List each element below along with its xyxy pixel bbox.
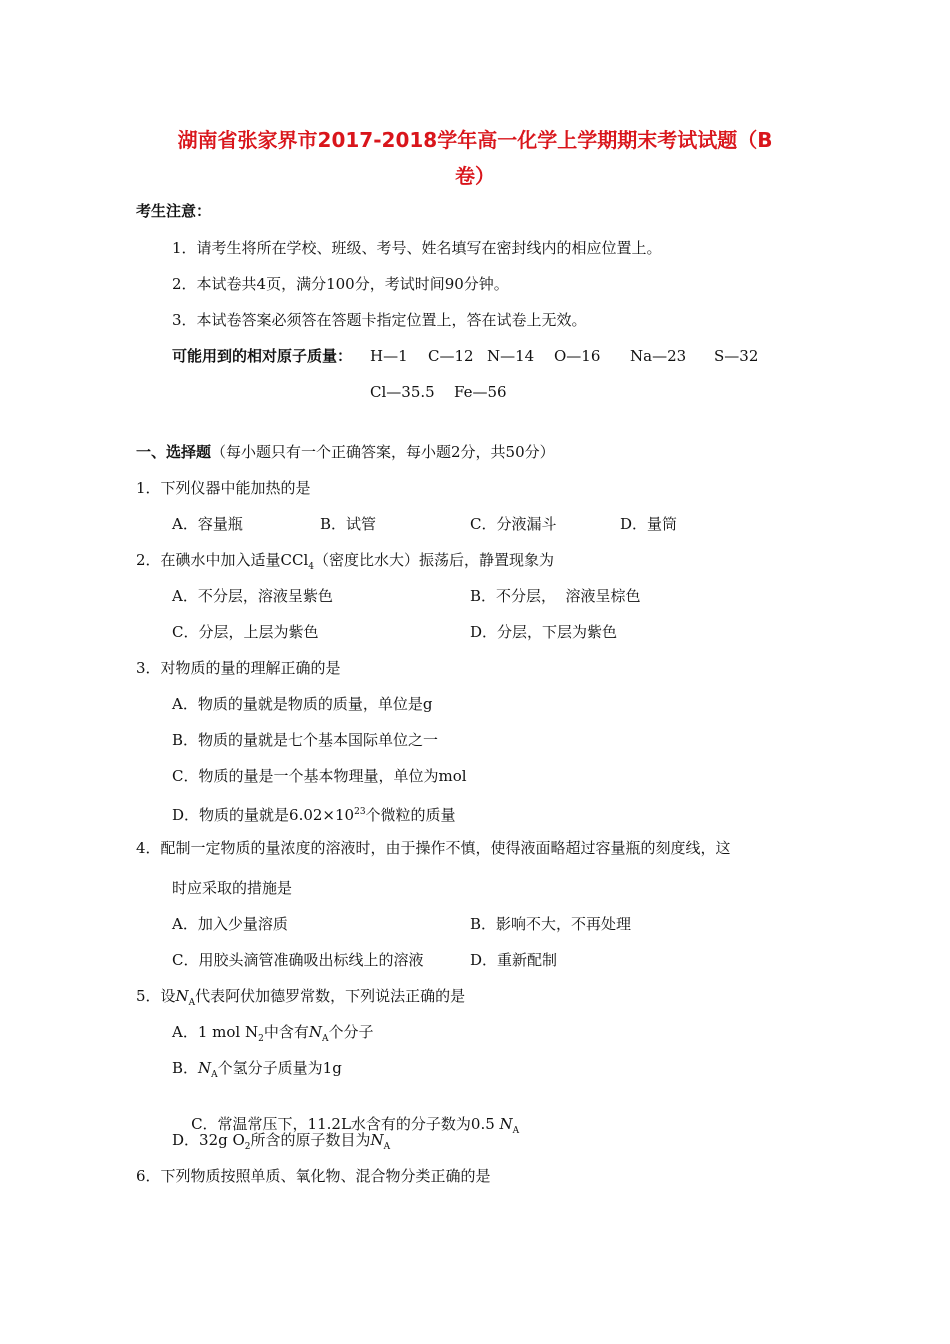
section1-note: （每小题只有一个正确答案，每小题2分，共50分） bbox=[211, 443, 555, 461]
notice-item-1: 1．请考生将所在学校、班级、考号、姓名填写在密封线内的相应位置上。 bbox=[172, 239, 662, 257]
q1-option-a: A．容量瓶 bbox=[172, 515, 243, 533]
atomic-mass-h: H—1 bbox=[370, 347, 408, 365]
q1-option-d: D．量筒 bbox=[620, 515, 678, 533]
q5-stem bbox=[136, 986, 465, 1013]
q4-option-c: C．用胶头滴管准确吸出标线上的溶液 bbox=[172, 951, 424, 969]
q4-stem-line2: 时应采取的措施是 bbox=[172, 879, 293, 897]
q2-option-b: B．不分层， 溶液呈棕色 bbox=[470, 587, 641, 605]
atomic-mass-label: 可能用到的相对原子质量： bbox=[172, 347, 353, 365]
q5-option-b-post: 个氢分子质量为1g bbox=[217, 1059, 342, 1077]
q5-option-c-na: N bbox=[499, 1115, 513, 1133]
notice-item-3: 3．本试卷答案必须答在答题卡指定位置上，答在试卷上无效。 bbox=[172, 311, 587, 329]
q5-option-b bbox=[172, 1058, 342, 1085]
q4-option-a: A．加入少量溶质 bbox=[172, 915, 288, 933]
atomic-mass-c: C—12 bbox=[428, 347, 474, 365]
notice-item-2: 2．本试卷共4页，满分100分，考试时间90分钟。 bbox=[172, 275, 509, 293]
q5-option-a-post: 个分子 bbox=[328, 1023, 374, 1041]
q5-option-c-na-sub: A bbox=[512, 1126, 520, 1136]
atomic-mass-na: Na—23 bbox=[630, 347, 687, 365]
q4-option-b: B．影响不大，不再处理 bbox=[470, 915, 632, 933]
q5-option-b-pre: B． bbox=[172, 1059, 199, 1077]
q5-option-d-na: N bbox=[370, 1131, 384, 1149]
q3-option-a: A．物质的量就是物质的质量，单位是g bbox=[172, 695, 433, 713]
q3-option-c: C．物质的量是一个基本物理量，单位为mol bbox=[172, 767, 467, 785]
q3-stem: 3．对物质的量的理解正确的是 bbox=[136, 659, 341, 677]
q5-stem-post: 代表阿伏加德罗常数，下列说法正确的是 bbox=[195, 987, 466, 1005]
section1-heading-row bbox=[136, 442, 555, 462]
q5-option-d-sub: 2 bbox=[244, 1142, 251, 1152]
q5-option-a-pre: A．1 mol N bbox=[172, 1023, 259, 1041]
q5-option-d-pre: D．32g O bbox=[172, 1131, 245, 1149]
q5-option-d bbox=[172, 1130, 390, 1157]
q5-stem-na: N bbox=[175, 987, 189, 1005]
atomic-mass-s: S—32 bbox=[714, 347, 759, 365]
q5-option-b-na-sub: A bbox=[211, 1070, 218, 1080]
q5-stem-pre: 5．设 bbox=[136, 987, 176, 1005]
q5-option-d-mid: 所含的原子数目为 bbox=[250, 1131, 371, 1149]
q2-stem-sub: 4 bbox=[308, 562, 315, 572]
q5-option-a-na-sub: A bbox=[321, 1034, 329, 1044]
q2-option-a: A．不分层，溶液呈紫色 bbox=[172, 587, 333, 605]
q2-option-d: D．分层，下层为紫色 bbox=[470, 623, 618, 641]
q5-stem-na-sub: A bbox=[188, 998, 196, 1008]
q3-option-d-sup: 23 bbox=[354, 807, 366, 817]
atomic-mass-fe: Fe—56 bbox=[454, 383, 507, 401]
atomic-mass-n: N—14 bbox=[487, 347, 535, 365]
q2-stem-post: （密度比水大）振荡后，静置现象为 bbox=[314, 551, 555, 569]
atomic-mass-cl: Cl—35.5 bbox=[370, 383, 435, 401]
q2-stem bbox=[136, 550, 554, 577]
q3-option-b: B．物质的量就是七个基本国际单位之一 bbox=[172, 731, 439, 749]
q5-option-b-na: N bbox=[198, 1059, 212, 1077]
q3-option-d-pre: D．物质的量就是6.02×10 bbox=[172, 806, 355, 824]
q6-stem: 6．下列物质按照单质、氧化物、混合物分类正确的是 bbox=[136, 1167, 491, 1185]
q4-stem-line1: 4．配制一定物质的量浓度的溶液时，由于操作不慎，使得液面略超过容量瓶的刻度线，这 bbox=[136, 839, 731, 857]
q2-stem-pre: 2．在碘水中加入适量CCl bbox=[136, 551, 309, 569]
q1-option-b: B．试管 bbox=[320, 515, 377, 533]
q5-option-a-sub: 2 bbox=[258, 1034, 264, 1044]
q3-option-d bbox=[172, 802, 456, 825]
q4-option-d: D．重新配制 bbox=[470, 951, 558, 969]
q3-option-d-post: 个微粒的质量 bbox=[365, 806, 456, 824]
q2-option-c: C．分层，上层为紫色 bbox=[172, 623, 319, 641]
section1-heading: 一、选择题 bbox=[136, 443, 212, 461]
q5-option-c-pre: C．常温常压下，11.2L水含有的分子数为0.5 bbox=[191, 1115, 500, 1133]
q5-option-a-na: N bbox=[308, 1023, 322, 1041]
q5-option-a-mid: 中含有 bbox=[263, 1023, 309, 1041]
exam-title-line1: 湖南省张家界市2017-2018学年高一化学上学期期末考试试题（B bbox=[177, 128, 773, 152]
q5-option-d-na-sub: A bbox=[383, 1142, 391, 1152]
exam-title-line2: 卷） bbox=[455, 164, 495, 188]
notice-heading: 考生注意： bbox=[136, 202, 212, 220]
q1-option-c: C．分液漏斗 bbox=[470, 515, 557, 533]
atomic-mass-o: O—16 bbox=[554, 347, 601, 365]
q1-stem: 1．下列仪器中能加热的是 bbox=[136, 479, 311, 497]
q5-option-a bbox=[172, 1022, 373, 1049]
